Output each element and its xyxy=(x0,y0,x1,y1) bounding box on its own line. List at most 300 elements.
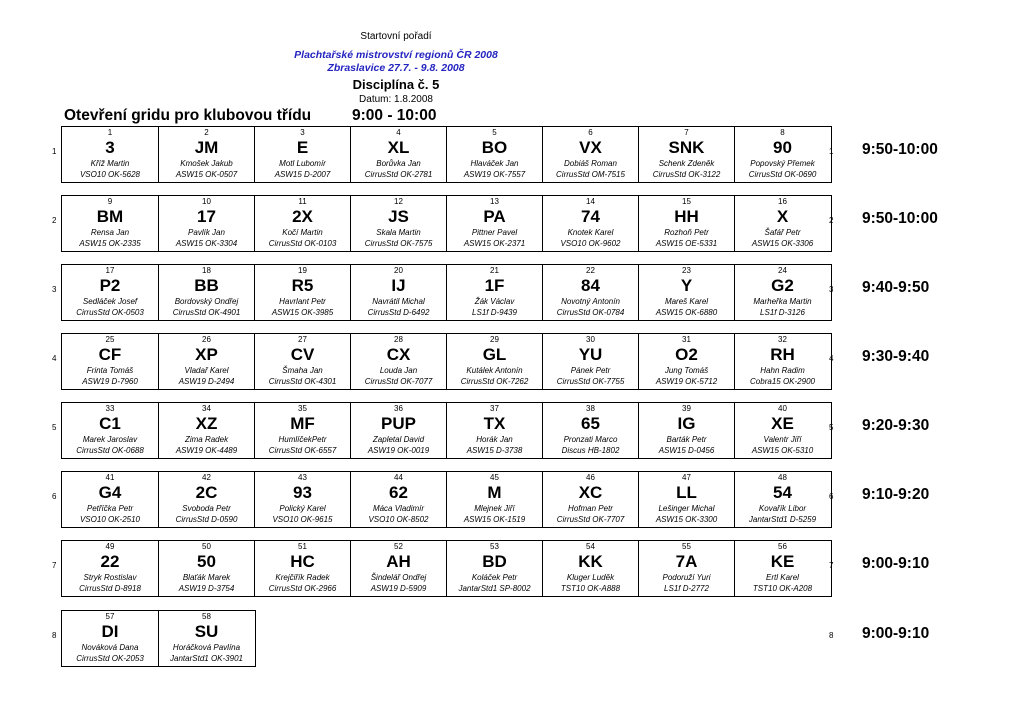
pilot-name: Pavlík Jan xyxy=(188,228,225,237)
row-number: 2 xyxy=(52,216,57,225)
glider-registration: ASW15 OK-0507 xyxy=(175,170,238,179)
start-position: 5 xyxy=(492,128,497,137)
competition-sign: 50 xyxy=(197,552,216,571)
glider-registration: CirrusStd OK-2966 xyxy=(268,584,337,593)
discipline-number: Disciplína č. 5 xyxy=(352,77,440,92)
competition-sign: XC xyxy=(578,483,603,502)
competition-sign: JM xyxy=(194,138,219,157)
glider-registration: ASW19 OK-0019 xyxy=(367,446,430,455)
competition-sign: BM xyxy=(96,207,124,226)
grid-open-time: 9:00 - 10:00 xyxy=(352,107,437,124)
pilot-name: Svoboda Petr xyxy=(182,504,231,513)
pilot-name: Hlaváček Jan xyxy=(470,159,519,168)
glider-registration: ASW15 D-3738 xyxy=(466,446,523,455)
glider-registration: CirrusStd D-8918 xyxy=(79,584,141,593)
start-position: 28 xyxy=(394,335,403,344)
pilot-name: Zima Radek xyxy=(184,435,229,444)
pilot-name: Zapletal David xyxy=(372,435,425,444)
pilot-name: Jung Tomáš xyxy=(664,366,709,375)
start-position: 16 xyxy=(778,197,787,206)
competition-sign: XL xyxy=(387,138,410,157)
grid-cell xyxy=(62,196,158,251)
glider-registration: VSO10 OK-5628 xyxy=(79,170,141,179)
grid-cell xyxy=(350,541,446,596)
competition-sign: KK xyxy=(578,552,603,571)
row-start-time: 9:30-9:40 xyxy=(862,348,930,365)
start-position: 18 xyxy=(202,266,211,275)
competition-sign: R5 xyxy=(291,276,314,295)
grid-cell xyxy=(254,265,350,320)
competition-sign: HC xyxy=(290,552,315,571)
pilot-name: Šafář Petr xyxy=(764,228,801,237)
grid-cell xyxy=(350,127,446,182)
competition-sign: G2 xyxy=(771,276,794,295)
grid-cell xyxy=(158,334,254,389)
competition-sign: 90 xyxy=(773,138,792,157)
competition-sign: CV xyxy=(290,345,315,364)
glider-registration: CirrusStd OK-3122 xyxy=(652,170,721,179)
start-position: 25 xyxy=(105,335,115,344)
start-position: 46 xyxy=(586,473,595,482)
grid-cell xyxy=(542,334,638,389)
pilot-name: Polický Karel xyxy=(279,504,326,513)
glider-registration: CirrusStd OK-7707 xyxy=(556,515,625,524)
pilot-name: Havrlant Petr xyxy=(279,297,326,306)
start-position: 58 xyxy=(202,612,211,621)
grid-cell xyxy=(62,611,158,666)
start-position: 38 xyxy=(586,404,595,413)
pilot-name: Hofman Petr xyxy=(568,504,613,513)
grid-cell xyxy=(734,127,830,182)
glider-registration: ASW19 OK-5712 xyxy=(655,377,718,386)
row-number-right: 7 xyxy=(829,561,834,570)
competition-sign: MF xyxy=(290,414,315,433)
glider-registration: LS1f D-3126 xyxy=(760,308,805,317)
pilot-name: Borůvka Jan xyxy=(376,159,421,168)
competition-sign: TX xyxy=(483,414,506,433)
start-position: 7 xyxy=(684,128,689,137)
row-start-time: 9:40-9:50 xyxy=(862,279,930,296)
competition-sign: BO xyxy=(481,138,508,157)
start-position: 34 xyxy=(202,404,211,413)
grid-cell xyxy=(254,472,350,527)
glider-registration: ASW15 OK-3300 xyxy=(655,515,718,524)
pilot-name: Louda Jan xyxy=(379,366,418,375)
grid-cell xyxy=(350,196,446,251)
pilot-name: Lešinger Michal xyxy=(658,504,715,513)
pilot-name: Barták Petr xyxy=(666,435,707,444)
competition-sign: CX xyxy=(386,345,411,364)
row-number-right: 6 xyxy=(829,492,834,501)
grid-cell xyxy=(638,127,734,182)
pilot-name: Rozhoň Petr xyxy=(664,228,709,237)
competition-name: Plachtařské mistrovství regionů ČR 2008 xyxy=(294,49,498,61)
glider-registration: ASW15 OK-2371 xyxy=(463,239,526,248)
glider-registration: ASW15 OK-1519 xyxy=(463,515,526,524)
competition-sign: P2 xyxy=(99,276,121,295)
grid-cell xyxy=(350,334,446,389)
grid-cell xyxy=(350,472,446,527)
start-position: 57 xyxy=(105,612,115,621)
competition-sign: 93 xyxy=(293,483,312,502)
glider-registration: ASW15 OE-5331 xyxy=(655,239,718,248)
grid-cell xyxy=(254,403,350,458)
glider-registration: ASW15 OK-5310 xyxy=(751,446,814,455)
glider-registration: ASW15 D-0456 xyxy=(658,446,715,455)
row-number-right: 5 xyxy=(829,423,834,432)
glider-registration: ASW19 D-7960 xyxy=(82,377,138,386)
glider-registration: JantarStd1 D-5259 xyxy=(748,515,817,524)
grid-cell xyxy=(62,265,158,320)
competition-sign: IJ xyxy=(391,276,406,295)
glider-registration: CirrusStd OK-7575 xyxy=(364,239,433,248)
pilot-name: Marek Jaroslav xyxy=(82,435,138,444)
grid-cell xyxy=(542,265,638,320)
competition-sign: BD xyxy=(482,552,507,571)
start-position: 6 xyxy=(588,128,593,137)
pilot-name: Máca Vladimír xyxy=(372,504,425,513)
pilot-name: Krejčiřík Radek xyxy=(275,573,330,582)
grid-cell xyxy=(638,196,734,251)
glider-registration: JantarStd1 SP-8002 xyxy=(458,584,531,593)
glider-registration: CirrusStd OK-7755 xyxy=(556,377,625,386)
competition-sign: XE xyxy=(771,414,794,433)
start-position: 24 xyxy=(778,266,787,275)
start-position: 33 xyxy=(105,404,115,413)
pilot-name: Blaťák Marek xyxy=(182,573,231,582)
pilot-name: Kutálek Antonín xyxy=(466,366,523,375)
glider-registration: VSO10 OK-9602 xyxy=(560,239,621,248)
row-start-time: 9:50-10:00 xyxy=(862,141,938,158)
competition-sign: XZ xyxy=(195,414,218,433)
start-position: 12 xyxy=(394,197,403,206)
pilot-name: Horák Jan xyxy=(476,435,513,444)
competition-sign: YU xyxy=(578,345,603,364)
glider-registration: CirrusStd OK-2053 xyxy=(76,654,144,663)
start-position: 39 xyxy=(682,404,691,413)
start-position: 10 xyxy=(202,197,211,206)
glider-registration: CirrusStd OK-2781 xyxy=(364,170,433,179)
glider-registration: CirrusStd OM-7515 xyxy=(556,170,625,179)
grid-cell xyxy=(62,403,158,458)
grid-cell xyxy=(158,611,254,666)
row-number-right: 4 xyxy=(829,354,834,363)
competition-sign: PA xyxy=(483,207,506,226)
grid-cell xyxy=(158,265,254,320)
glider-registration: CirrusStd OK-4301 xyxy=(268,377,337,386)
competition-sign: VX xyxy=(579,138,602,157)
grid-cell xyxy=(62,472,158,527)
competition-sign: 65 xyxy=(581,414,600,433)
competition-sign: DI xyxy=(101,622,119,641)
grid-row xyxy=(61,402,832,459)
grid-row xyxy=(61,540,832,597)
competition-sign: O2 xyxy=(675,345,698,364)
glider-registration: VSO10 OK-2510 xyxy=(79,515,141,524)
pilot-name: Novotný Antonín xyxy=(561,297,620,306)
glider-registration: LS1f D-9439 xyxy=(472,308,517,317)
pilot-name: Kovařík Libor xyxy=(758,504,807,513)
grid-cell xyxy=(62,334,158,389)
grid-cell xyxy=(254,334,350,389)
competition-sign: XP xyxy=(195,345,218,364)
start-position: 1 xyxy=(107,128,113,137)
grid-row xyxy=(61,333,832,390)
grid-cell xyxy=(446,472,542,527)
grid-cell xyxy=(734,541,830,596)
pilot-name: Horáčková Pavlína xyxy=(172,643,241,652)
grid-row xyxy=(61,126,832,183)
start-position: 35 xyxy=(298,404,307,413)
grid-cell xyxy=(638,472,734,527)
pilot-name: HumlíčekPetr xyxy=(278,435,327,444)
grid-open-title: Otevření gridu pro klubovou třídu xyxy=(64,107,312,124)
row-number-right: 1 xyxy=(829,147,834,156)
start-position: 20 xyxy=(394,266,403,275)
pilot-name: Vladař Karel xyxy=(184,366,229,375)
glider-registration: Cobra15 OK-2900 xyxy=(750,377,815,386)
glider-registration: CirrusStd OK-7077 xyxy=(364,377,433,386)
start-position: 2 xyxy=(204,128,209,137)
pilot-name: Navrátil Michal xyxy=(372,297,425,306)
start-position: 8 xyxy=(780,128,785,137)
row-number: 8 xyxy=(52,631,57,640)
row-number: 7 xyxy=(52,561,57,570)
competition-sign: 7A xyxy=(675,552,698,571)
start-position: 11 xyxy=(298,197,307,206)
competition-sign: SNK xyxy=(668,138,705,157)
competition-sign: G4 xyxy=(98,483,122,502)
pilot-name: Mareš Karel xyxy=(664,297,709,306)
doc-header-title: Startovní pořadí xyxy=(360,31,432,42)
start-position: 43 xyxy=(298,473,307,482)
grid-cell xyxy=(446,127,542,182)
start-position: 29 xyxy=(490,335,499,344)
start-position: 19 xyxy=(298,266,307,275)
start-position: 27 xyxy=(298,335,307,344)
competition-sign: PUP xyxy=(381,414,416,433)
grid-cell xyxy=(542,127,638,182)
competition-sign: 84 xyxy=(581,276,600,295)
competition-sign: Y xyxy=(680,276,693,295)
competition-sign: 62 xyxy=(389,483,408,502)
pilot-name: Kříž Martin xyxy=(90,159,130,168)
glider-registration: Discus HB-1802 xyxy=(561,446,620,455)
pilot-name: Marheřka Martin xyxy=(753,297,812,306)
pilot-name: Kluger Luděk xyxy=(566,573,615,582)
start-position: 54 xyxy=(586,542,595,551)
row-number: 4 xyxy=(52,354,57,363)
grid-cell xyxy=(446,334,542,389)
glider-registration: CirrusStd OK-0690 xyxy=(748,170,817,179)
row-start-time: 9:10-9:20 xyxy=(862,486,930,503)
grid-cell xyxy=(734,334,830,389)
competition-sign: 22 xyxy=(100,552,120,571)
pilot-name: Motl Lubomír xyxy=(279,159,326,168)
start-position: 17 xyxy=(105,266,115,275)
start-position: 44 xyxy=(394,473,403,482)
row-start-time: 9:00-9:10 xyxy=(862,625,930,642)
pilot-name: Schenk Zdeněk xyxy=(658,159,715,168)
competition-place-dates: Zbraslavice 27.7. - 9.8. 2008 xyxy=(327,62,465,74)
grid-cell xyxy=(254,127,350,182)
glider-registration: ASW15 OK-6880 xyxy=(655,308,718,317)
start-position: 21 xyxy=(490,266,499,275)
row-start-time: 9:00-9:10 xyxy=(862,555,930,572)
pilot-name: Petříčka Petr xyxy=(86,504,134,513)
competition-sign: M xyxy=(487,483,502,502)
start-position: 45 xyxy=(490,473,499,482)
pilot-name: Ertl Karel xyxy=(766,573,799,582)
grid-cell xyxy=(62,541,158,596)
pilot-name: Kočí Martin xyxy=(282,228,323,237)
start-position: 51 xyxy=(298,542,307,551)
glider-registration: TST10 OK-A888 xyxy=(560,584,621,593)
grid-cell xyxy=(638,265,734,320)
glider-registration: CirrusStd OK-0688 xyxy=(76,446,144,455)
grid-cell xyxy=(638,403,734,458)
pilot-name: Šindelář Ondřej xyxy=(370,573,427,582)
competition-sign: GL xyxy=(482,345,507,364)
row-number-right: 8 xyxy=(829,631,834,640)
glider-registration: CirrusStd OK-7262 xyxy=(460,377,529,386)
glider-registration: ASW15 D-2007 xyxy=(274,170,331,179)
grid-cell xyxy=(446,265,542,320)
discipline-date: Datum: 1.8.2008 xyxy=(359,94,433,105)
grid-cell xyxy=(542,196,638,251)
start-position: 49 xyxy=(105,542,115,551)
pilot-name: Šmaha Jan xyxy=(282,366,323,375)
grid-cell xyxy=(350,265,446,320)
grid-cell xyxy=(158,472,254,527)
start-position: 9 xyxy=(107,197,113,206)
grid-cell xyxy=(734,472,830,527)
pilot-name: Koláček Petr xyxy=(471,573,518,582)
glider-registration: TST10 OK-A208 xyxy=(752,584,813,593)
grid-cell xyxy=(734,196,830,251)
grid-cell xyxy=(158,403,254,458)
competition-sign: X xyxy=(776,207,789,226)
competition-sign: CF xyxy=(98,345,122,364)
pilot-name: Stryk Rostislav xyxy=(83,573,137,582)
glider-registration: CirrusStd OK-0503 xyxy=(76,308,144,317)
grid-cell xyxy=(158,127,254,182)
glider-registration: VSO10 OK-9615 xyxy=(272,515,333,524)
start-position: 41 xyxy=(105,473,115,482)
competition-sign: JS xyxy=(388,207,409,226)
glider-registration: CirrusStd D-6492 xyxy=(367,308,430,317)
start-position: 4 xyxy=(396,128,401,137)
competition-sign: IG xyxy=(677,414,696,433)
competition-sign: C1 xyxy=(99,414,121,433)
pilot-name: Nováková Dana xyxy=(81,643,139,652)
grid-row xyxy=(61,264,832,321)
competition-sign: 2X xyxy=(292,207,313,226)
start-position: 15 xyxy=(682,197,691,206)
glider-registration: ASW19 D-3754 xyxy=(178,584,235,593)
glider-registration: ASW19 D-2494 xyxy=(178,377,235,386)
glider-registration: CirrusStd D-0590 xyxy=(175,515,238,524)
grid-cell xyxy=(638,334,734,389)
grid-cell xyxy=(542,541,638,596)
pilot-name: Pittner Pavel xyxy=(471,228,518,237)
row-number: 1 xyxy=(52,147,57,156)
competition-sign: 54 xyxy=(773,483,792,502)
competition-sign: 2C xyxy=(195,483,218,502)
competition-sign: RH xyxy=(770,345,795,364)
row-number: 3 xyxy=(52,285,57,294)
start-position: 42 xyxy=(202,473,211,482)
glider-registration: ASW15 OK-3306 xyxy=(751,239,814,248)
competition-sign: 74 xyxy=(581,207,600,226)
pilot-name: Dobiáš Roman xyxy=(564,159,617,168)
pilot-name: Frinta Tomáš xyxy=(86,366,134,375)
row-number: 5 xyxy=(52,423,57,432)
competition-sign: 17 xyxy=(197,207,216,226)
start-position: 3 xyxy=(300,128,305,137)
pilot-name: Bordovský Ondřej xyxy=(174,297,239,306)
competition-sign: KE xyxy=(770,552,795,571)
glider-registration: VSO10 OK-8502 xyxy=(368,515,429,524)
glider-registration: JantarStd1 OK-3901 xyxy=(170,654,243,663)
competition-sign: 1F xyxy=(484,276,505,295)
grid-cell xyxy=(638,541,734,596)
pilot-name: Mlejnek Jiří xyxy=(474,504,515,513)
pilot-name: Kmošek Jakub xyxy=(180,159,233,168)
competition-sign: E xyxy=(296,138,309,157)
row-start-time: 9:20-9:30 xyxy=(862,417,930,434)
competition-sign: 3 xyxy=(105,138,115,157)
start-position: 37 xyxy=(490,404,499,413)
start-position: 40 xyxy=(778,404,787,413)
grid-row xyxy=(61,610,256,667)
glider-registration: CirrusStd OK-6557 xyxy=(268,446,337,455)
competition-sign: HH xyxy=(674,207,699,226)
pilot-name: Hahn Radim xyxy=(760,366,805,375)
glider-registration: CirrusStd OK-0784 xyxy=(556,308,625,317)
start-position: 50 xyxy=(202,542,211,551)
grid-cell xyxy=(542,472,638,527)
start-position: 47 xyxy=(682,473,691,482)
row-number: 6 xyxy=(52,492,57,501)
glider-registration: ASW19 OK-7557 xyxy=(463,170,526,179)
start-position: 23 xyxy=(682,266,691,275)
grid-cell xyxy=(446,196,542,251)
grid-cell xyxy=(254,541,350,596)
competition-sign: SU xyxy=(194,622,219,641)
pilot-name: Rensa Jan xyxy=(90,228,130,237)
start-position: 32 xyxy=(778,335,787,344)
start-position: 56 xyxy=(778,542,787,551)
grid-cell xyxy=(734,265,830,320)
start-position: 53 xyxy=(490,542,499,551)
grid-cell xyxy=(158,196,254,251)
glider-registration: CirrusStd OK-4901 xyxy=(172,308,241,317)
glider-registration: ASW15 OK-3304 xyxy=(175,239,238,248)
pilot-name: Pronzati Marco xyxy=(563,435,618,444)
glider-registration: ASW19 OK-4489 xyxy=(175,446,238,455)
competition-sign: BB xyxy=(194,276,219,295)
glider-registration: ASW15 OK-2335 xyxy=(79,239,141,248)
pilot-name: Sedláček Josef xyxy=(82,297,138,306)
start-position: 26 xyxy=(202,335,211,344)
pilot-name: Podoruží Yuri xyxy=(662,573,711,582)
grid-cell xyxy=(158,541,254,596)
competition-sign: AH xyxy=(386,552,411,571)
grid-row xyxy=(61,471,832,528)
grid-cell xyxy=(542,403,638,458)
grid-cell xyxy=(350,403,446,458)
